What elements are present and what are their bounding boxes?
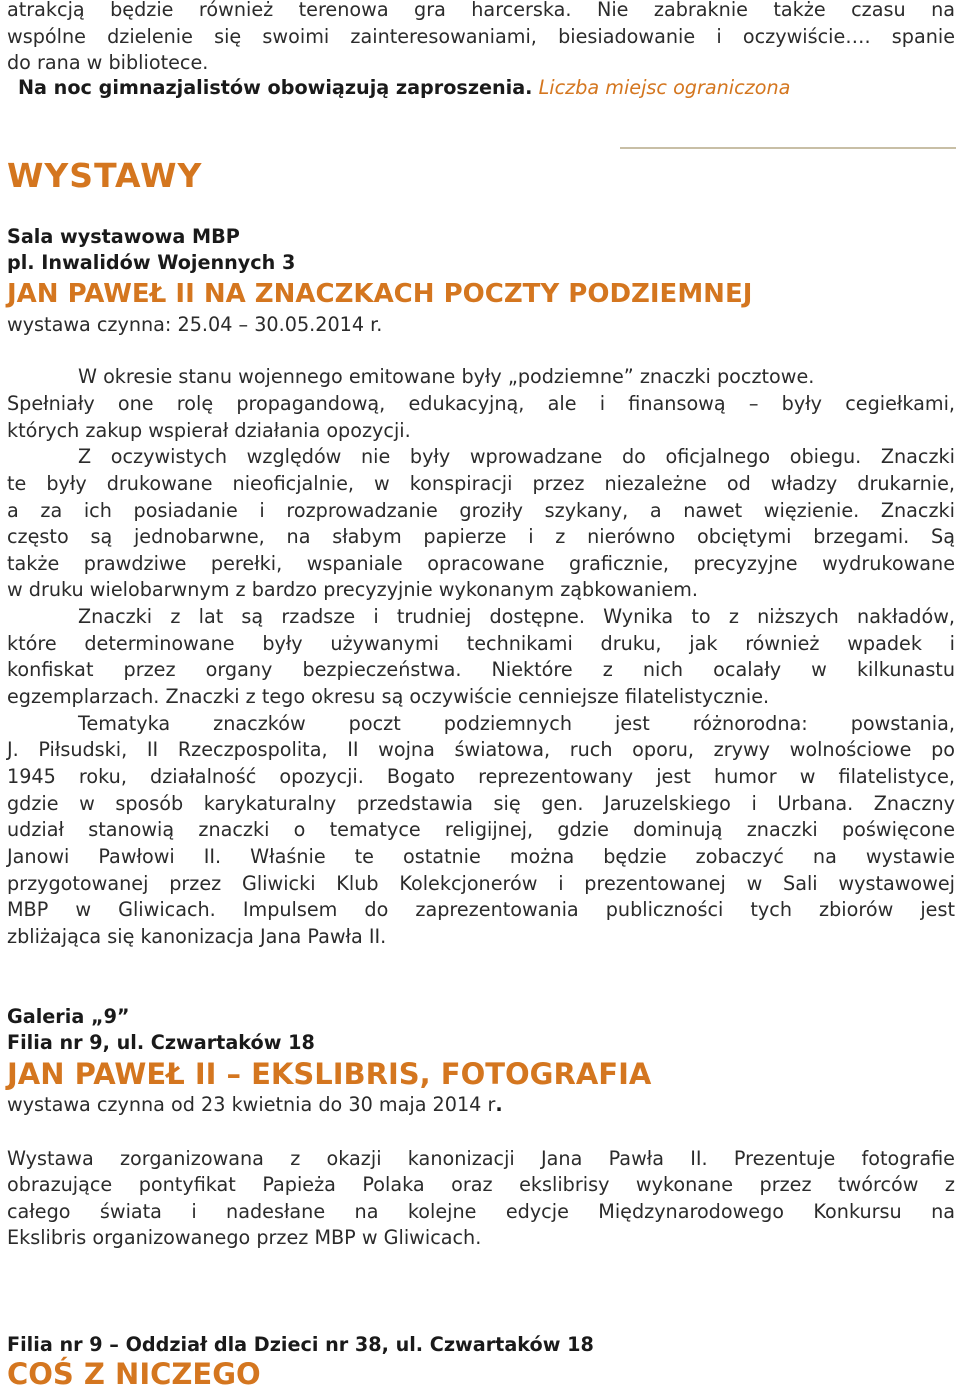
paragraph-line: Tematyka znaczków poczt podziemnych jest różnorodna: powstania,	[78, 712, 955, 735]
paragraph-line: także prawdziwe perełki, wspaniale opracowane graficznie, precyzyjne wydrukowane	[7, 552, 955, 575]
paragraph-line: Spełniały one rolę propagandową, edukacyjną, ale i finansową – były cegiełkami,	[7, 392, 955, 415]
paragraph-line: w druku wielobarwnym z bardzo precyzyjnie wykonanym ząbkowaniem.	[7, 578, 698, 601]
exhibit-dates	[7, 1092, 503, 1119]
exhibit-title: JAN PAWEŁ II NA ZNACZKACH POCZTY PODZIEMNEJ	[7, 279, 753, 309]
paragraph-line: często są jednobarwne, na słabym papierze i z nierówno obciętymi brzegami. Są	[7, 525, 955, 548]
exhibit-title: COŚ Z NICZEGO	[7, 1357, 261, 1391]
intro-line: atrakcją będzie również terenowa gra harcerska. Nie zabraknie także czasu na	[7, 0, 955, 21]
paragraph-line: gdzie w sposób karykaturalny przedstawia się gen. Jaruzelskiego i Urbana. Znaczny	[7, 792, 955, 815]
exhibit-dates-text: wystawa czynna od 23 kwietnia do 30 maja 2014 r	[7, 1093, 496, 1116]
exhibit-dates-end: .	[495, 1093, 503, 1116]
paragraph-line: W okresie stanu wojennego emitowane były „podziemne” znaczki pocztowe.	[78, 365, 815, 388]
exhibit-dates: wystawa czynna: 25.04 – 30.05.2014 r.	[7, 313, 383, 336]
paragraph-line: MBP w Gliwicach. Impulsem do zaprezentowania publiczności tych zbiorów jest	[7, 898, 955, 921]
exhibit-venue: Filia nr 9 – Oddział dla Dzieci nr 38, ul. Czwartaków 18	[7, 1333, 594, 1356]
invitation-note-bold: Na noc gimnazjalistów obowiązują zaproszenia.	[18, 76, 533, 99]
paragraph-line: Janowi Pawłowi II. Właśnie te ostatnie można będzie zobaczyć na wystawie	[7, 845, 955, 868]
paragraph-line: udział stanowią znaczki o tematyce religijnej, gdzie dominują znaczki poświęcone	[7, 818, 955, 841]
paragraph-line: egzemplarzach. Znaczki z tego okresu są oczywiście cenniejsze filatelistycznie.	[7, 685, 770, 708]
paragraph-line: obrazujące pontyfikat Papieża Polaka oraz ekslibrisy wykonane przez twórców z	[7, 1173, 955, 1196]
paragraph-line: Z oczywistych względów nie były wprowadzane do oficjalnego obiegu. Znaczki	[78, 445, 955, 468]
exhibit-address: Filia nr 9, ul. Czwartaków 18	[7, 1031, 315, 1054]
paragraph-line: konfiskat przez organy bezpieczeństwa. Niektóre z nich ocalały w kilkunastu	[7, 658, 955, 681]
intro-line: do rana w bibliotece.	[7, 51, 209, 74]
exhibit-venue: Galeria „9”	[7, 1005, 130, 1028]
paragraph-line: Ekslibris organizowanego przez MBP w Gliwicach.	[7, 1226, 482, 1249]
section-title: WYSTAWY	[7, 156, 203, 195]
invitation-note-italic: Liczba miejsc ograniczona	[532, 76, 791, 99]
paragraph-line: te były drukowane nieoficjalnie, w konspiracji przez niezależne od władzy drukarnie,	[7, 472, 955, 495]
paragraph-line: przygotowanej przez Gliwicki Klub Kolekcjonerów i prezentowanej w Sali wystawowej	[7, 872, 955, 895]
paragraph-line: których zakup wspierał działania opozycji.	[7, 419, 411, 442]
invitation-note	[18, 75, 790, 102]
paragraph-line: które determinowane były używanymi technikami druku, jak również wpadek i	[7, 632, 955, 655]
exhibit-title: JAN PAWEŁ II – EKSLIBRIS, FOTOGRAFIA	[7, 1057, 652, 1091]
paragraph-line: 1945 roku, działalność opozycji. Bogato reprezentowany jest humor w filatelistyce,	[7, 765, 955, 788]
paragraph-line: zbliżająca się kanonizacja Jana Pawła II.	[7, 925, 387, 948]
paragraph-line: a za ich posiadanie i rozprowadzanie groziły szykany, a nawet więzienie. Znaczki	[7, 499, 955, 522]
paragraph-line: całego świata i nadesłane na kolejne edycje Międzynarodowego Konkursu na	[7, 1200, 955, 1223]
paragraph-line: Znaczki z lat są rzadsze i trudniej dostępne. Wynika to z niższych nakładów,	[78, 605, 955, 628]
exhibit-address: pl. Inwalidów Wojennych 3	[7, 251, 296, 274]
section-divider	[620, 147, 956, 149]
paragraph-line: Wystawa zorganizowana z okazji kanonizacji Jana Pawła II. Prezentuje fotografie	[7, 1147, 955, 1170]
paragraph-line: J. Piłsudski, II Rzeczpospolita, II wojna światowa, ruch oporu, zrywy wolnościowe po	[7, 738, 955, 761]
exhibit-venue: Sala wystawowa MBP	[7, 225, 240, 248]
intro-line: wspólne dzielenie się swoimi zainteresowaniami, biesiadowanie i oczywiście…. spanie	[7, 25, 955, 48]
